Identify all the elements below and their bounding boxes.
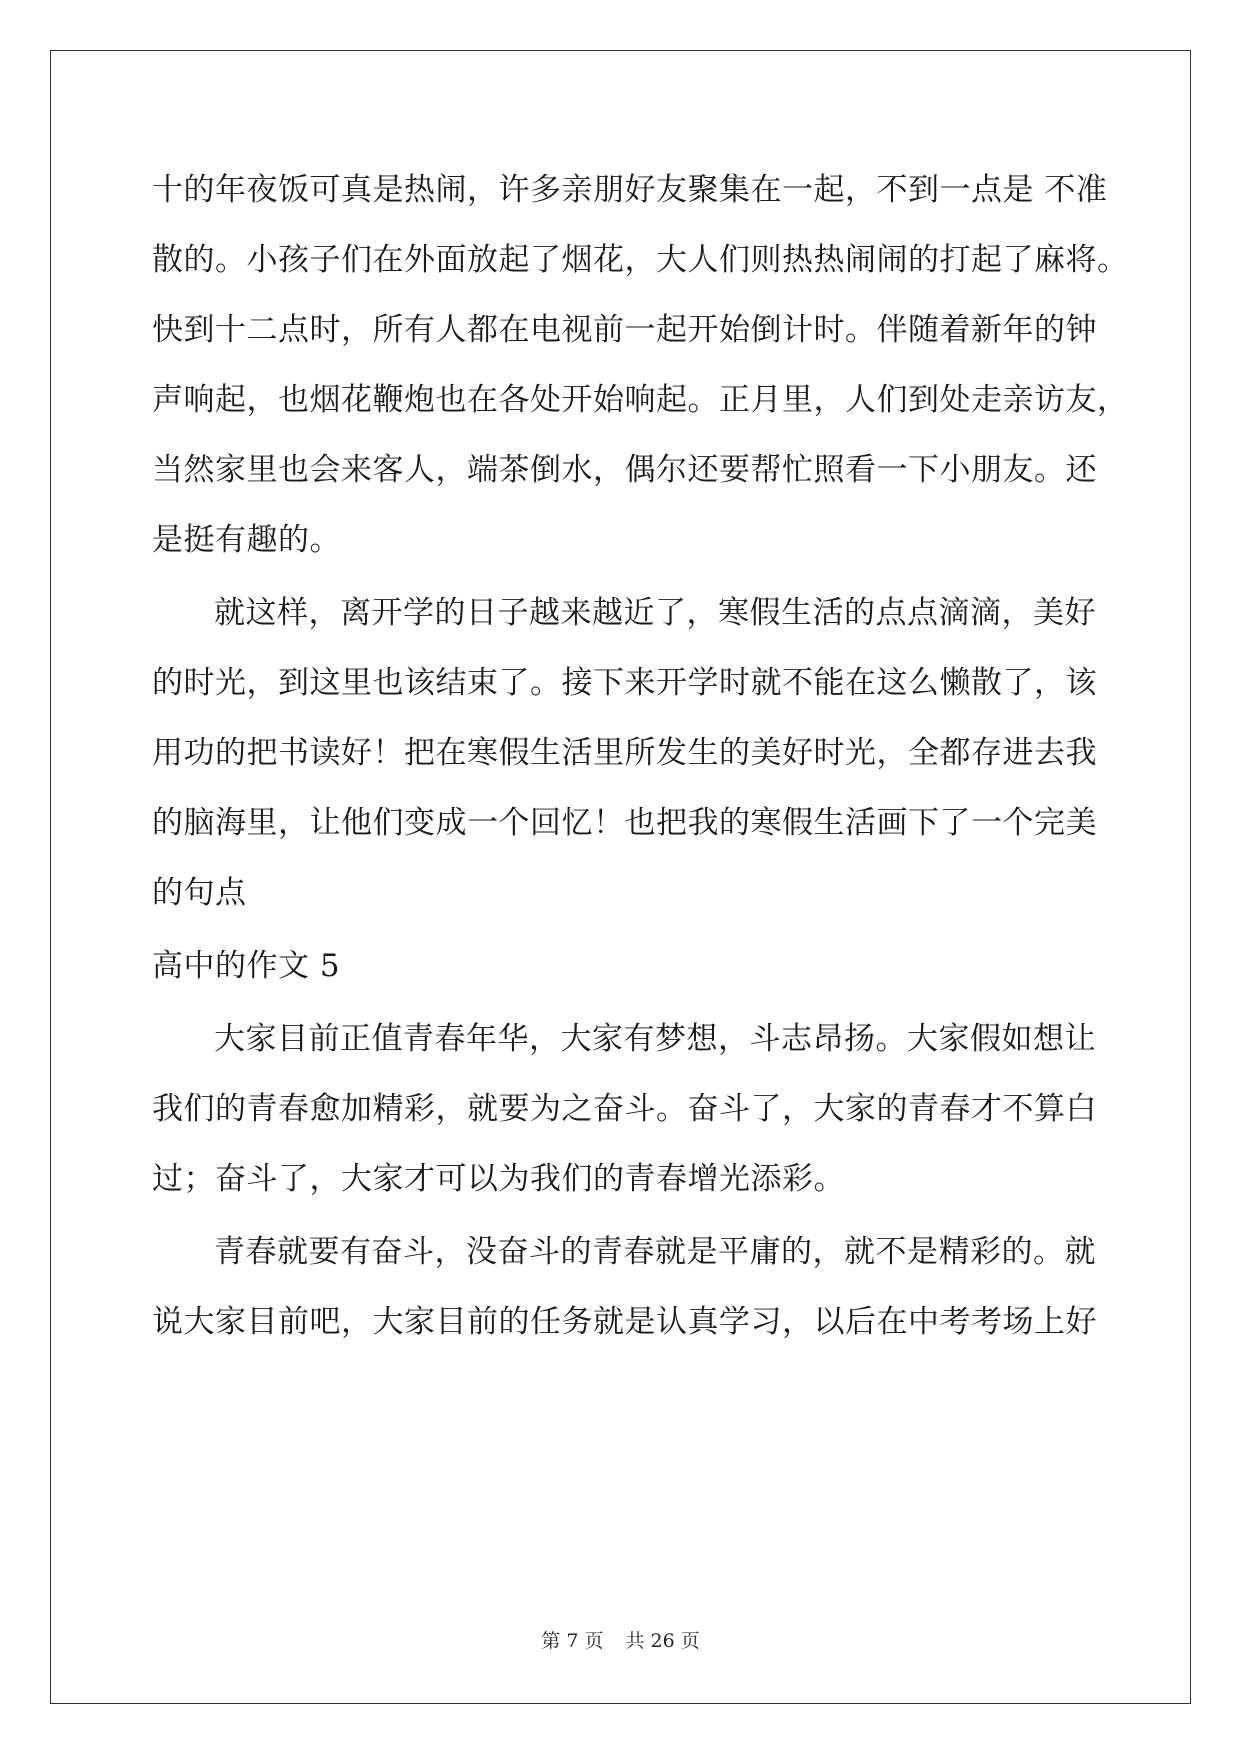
page-total: 共 26 页 bbox=[625, 1630, 700, 1652]
page-footer bbox=[0, 1626, 1241, 1653]
text-line: 快到十二点时，所有人都在电视前一起开始倒计时。伴随着新年的钟 bbox=[152, 312, 1097, 348]
text-line: 的句点 bbox=[152, 875, 247, 911]
section-heading: 高中的作文 5 bbox=[152, 948, 341, 984]
paragraph-start-line: 青春就要有奋斗，没奋斗的青春就是平庸的，就不是精彩的。就 bbox=[214, 1234, 1096, 1270]
text-line: 的脑海里，让他们变成一个回忆！也把我的寒假生活画下了一个完美 bbox=[152, 805, 1097, 841]
text-line: 散的。小孩子们在外面放起了烟花，大人们则热热闹闹的打起了麻将。 bbox=[152, 242, 1129, 278]
text-line: 的时光，到这里也该结束了。接下来开学时就不能在这么懒散了，该 bbox=[152, 665, 1097, 701]
text-line: 说大家目前吧，大家目前的任务就是认真学习，以后在中考考场上好 bbox=[152, 1304, 1097, 1340]
text-line: 用功的把书读好！把在寒假生活里所发生的美好时光，全都存进去我 bbox=[152, 735, 1097, 771]
text-line: 声响起，也烟花鞭炮也在各处开始响起。正月里，人们到处走亲访友， bbox=[152, 382, 1129, 418]
page-number: 第 7 页 bbox=[541, 1630, 604, 1652]
text-line: 十的年夜饭可真是热闹，许多亲朋好友聚集在一起，不到一点是 不准 bbox=[152, 172, 1108, 208]
paragraph-start-line: 大家目前正值青春年华，大家有梦想，斗志昂扬。大家假如想让 bbox=[214, 1021, 1096, 1057]
text-line: 过；奋斗了，大家才可以为我们的青春增光添彩。 bbox=[152, 1161, 845, 1197]
text-line: 是挺有趣的。 bbox=[152, 522, 341, 558]
text-line: 当然家里也会来客人，端茶倒水，偶尔还要帮忙照看一下小朋友。还 bbox=[152, 452, 1097, 488]
text-line: 我们的青春愈加精彩，就要为之奋斗。奋斗了，大家的青春才不算白 bbox=[152, 1091, 1097, 1127]
paragraph-start-line: 就这样，离开学的日子越来越近了，寒假生活的点点滴滴，美好 bbox=[214, 595, 1096, 631]
